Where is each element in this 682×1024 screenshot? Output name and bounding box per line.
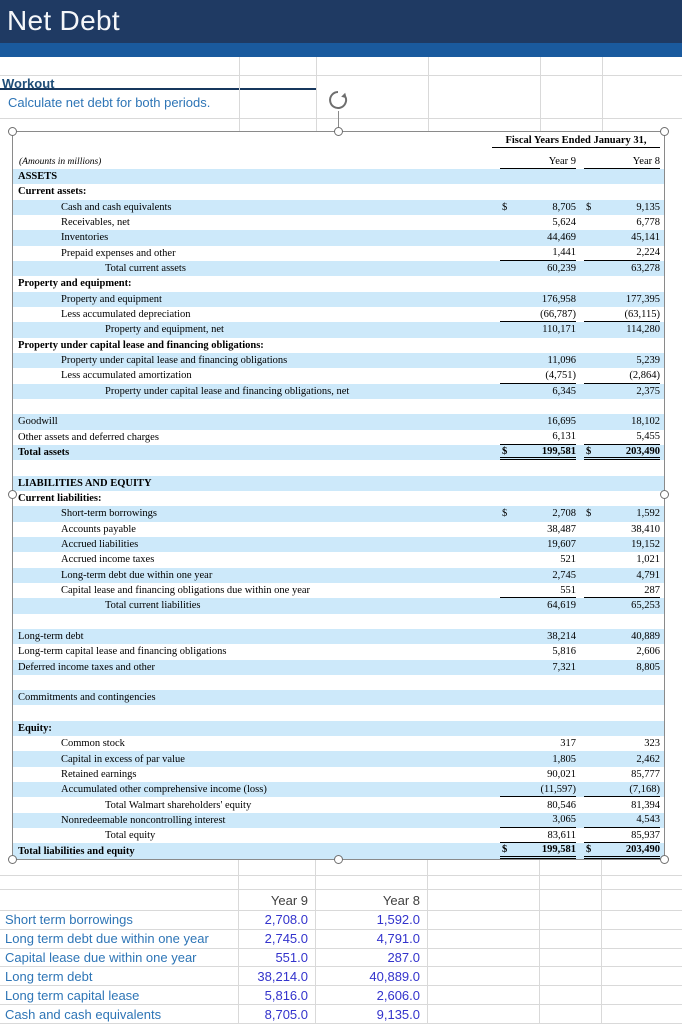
statement-value-y8: $ 203,490 [584, 445, 660, 460]
gridline [316, 57, 317, 131]
statement-item-row [13, 568, 664, 583]
statement-value-y9: 83,611 [500, 828, 576, 843]
statement-value-y8: 4,543 [584, 813, 660, 828]
empty-cell[interactable] [540, 1005, 602, 1024]
statement-value-y8: 19,152 [631, 539, 660, 551]
selection-handle-bottom-right[interactable] [660, 855, 669, 864]
statement-row-label: Less accumulated amortization [61, 370, 192, 382]
statement-row-label: Accumulated other comprehensive income (loss) [61, 784, 267, 796]
selection-handle-bottom-left[interactable] [8, 855, 17, 864]
empty-cell[interactable] [540, 967, 602, 986]
statement-value-y8: 45,141 [631, 232, 660, 244]
statement-row-label: Long-term debt due within one year [61, 569, 213, 581]
statement-row-label: Commitments and contingencies [18, 692, 156, 704]
statement-row-label: Total current assets [105, 263, 186, 275]
empty-cell[interactable] [316, 860, 428, 876]
empty-cell[interactable] [602, 986, 682, 1005]
statement-value-y9: 90,021 [547, 768, 576, 780]
statement-item-row [13, 246, 664, 261]
statement-value-y9: 2,745 [552, 569, 576, 581]
statement-row-label: ASSETS [18, 171, 58, 183]
statement-value-y8: (7,168) [584, 782, 660, 797]
statement-value-y8: 85,937 [584, 828, 660, 843]
statement-item-row [13, 368, 664, 383]
empty-cell[interactable] [602, 1005, 682, 1024]
statement-item-row [13, 414, 664, 429]
empty-cell[interactable] [316, 876, 428, 890]
statement-item-row [13, 230, 664, 245]
statement-value-y8: 63,278 [631, 263, 660, 275]
workout-value-year9[interactable]: 2,708.0 [239, 911, 316, 930]
statement-item-row [13, 552, 664, 567]
statement-value-y9: 38,214 [547, 631, 576, 642]
statement-item-row [13, 629, 664, 644]
balance-sheet-image[interactable] [12, 131, 665, 860]
statement-row-label: Total current liabilities [105, 600, 201, 612]
statement-blank-row [13, 399, 664, 414]
selection-handle-mid-right[interactable] [660, 490, 669, 499]
workout-heading-cell[interactable]: Workout [2, 76, 55, 91]
empty-cell[interactable] [540, 930, 602, 949]
statement-item-row [13, 598, 664, 613]
empty-cell[interactable] [540, 949, 602, 968]
statement-item-row [13, 660, 664, 675]
statement-value-y8: 5,455 [584, 430, 660, 445]
statement-row-label: Inventories [61, 232, 109, 244]
statement-section-row [13, 184, 664, 199]
statement-item-row [13, 215, 664, 230]
statement-row-label: Retained earnings [61, 768, 137, 780]
statement-value-y9: 551 [500, 583, 576, 598]
statement-value-y8: 18,102 [631, 416, 660, 428]
empty-cell[interactable] [540, 890, 602, 911]
statement-value-y8: 2,224 [584, 246, 660, 261]
workout-value-year9[interactable]: 38,214.0 [239, 967, 316, 986]
sheet-title-bar [0, 0, 682, 43]
statement-item-row [13, 782, 664, 797]
statement-item-row [13, 353, 664, 368]
statement-row-label: Accrued liabilities [61, 539, 139, 551]
statement-value-y9: 80,546 [547, 799, 576, 811]
statement-row-label: LIABILITIES AND EQUITY [18, 477, 152, 489]
statement-row-label: Short-term borrowings [61, 508, 157, 520]
empty-cell[interactable] [540, 911, 602, 930]
workout-col-header-year9[interactable]: Year 9 [239, 890, 316, 911]
statement-value-y9: 5,624 [552, 217, 576, 229]
gridline [0, 75, 682, 76]
empty-cell[interactable] [540, 876, 602, 890]
statement-value-y9: 1,441 [500, 246, 576, 261]
statement-value-y8: 65,253 [631, 600, 660, 612]
statement-value-y9: 64,619 [547, 600, 576, 612]
statement-row-label: Receivables, net [61, 217, 130, 229]
statement-value-y9: 6,345 [552, 385, 576, 397]
selection-handle-top-right[interactable] [660, 127, 669, 136]
empty-cell[interactable] [428, 949, 540, 968]
workout-value-year9[interactable]: 8,705.0 [239, 1005, 316, 1024]
statement-value-y9: 38,487 [547, 523, 576, 535]
statement-blank-row [13, 460, 664, 475]
statement-row-label: Property and equipment, net [105, 324, 224, 336]
statement-value-y8: 81,394 [631, 799, 660, 811]
empty-cell[interactable] [0, 860, 239, 876]
workout-col-header-year8[interactable]: Year 8 [316, 890, 428, 911]
empty-cell[interactable] [428, 930, 540, 949]
gridline [428, 57, 429, 131]
workout-row-label[interactable]: Short term borrowings [0, 911, 239, 930]
statement-row-label: Total assets [18, 447, 70, 459]
statement-row-label: Long-term debt [18, 631, 84, 642]
statement-value-y9: 5,816 [552, 646, 576, 658]
statement-row-label: Accounts payable [61, 523, 136, 535]
statement-item-row [13, 445, 664, 460]
statement-blank-row [13, 705, 664, 720]
statement-value-y8: 5,239 [636, 355, 660, 367]
statement-item-row [13, 384, 664, 399]
statement-value-y9: 521 [560, 554, 576, 566]
statement-row-label: Accrued income taxes [61, 554, 155, 566]
statement-row-label: Common stock [61, 738, 125, 750]
statement-row-label: Current liabilities: [18, 493, 102, 505]
statement-value-y9: 6,131 [500, 430, 576, 445]
statement-value-y9: 176,958 [541, 293, 576, 305]
statement-value-y9: 11,096 [547, 355, 576, 367]
statement-value-y8: 40,889 [631, 631, 660, 642]
empty-cell[interactable] [540, 986, 602, 1005]
workout-value-year8[interactable]: 1,592.0 [316, 911, 428, 930]
statement-item-row [13, 200, 664, 215]
empty-cell[interactable] [428, 911, 540, 930]
statement-row-label: Long-term capital lease and financing obligations [18, 646, 227, 658]
statement-row-label: Deferred income taxes and other [18, 661, 156, 673]
statement-value-y9: 110,171 [542, 324, 576, 336]
statement-row-label: Cash and cash equivalents [61, 201, 172, 213]
workout-value-year9[interactable]: 2,745.0 [239, 930, 316, 949]
empty-cell[interactable] [602, 860, 682, 876]
statement-row-label: Nonredeemable noncontrolling interest [61, 814, 226, 826]
statement-item-row [13, 797, 664, 812]
empty-cell[interactable] [0, 876, 239, 890]
empty-cell[interactable] [239, 860, 316, 876]
statement-value-y9: 3,065 [500, 813, 576, 828]
empty-cell[interactable] [428, 860, 540, 876]
statement-value-y8: 2,606 [636, 646, 660, 658]
statement-item-row [13, 644, 664, 659]
statement-row-label: Current assets: [18, 186, 87, 198]
statement-value-y9: 1,805 [552, 753, 576, 765]
statement-value-y8: 114,280 [626, 324, 660, 336]
workout-row-label[interactable]: Long term debt due within one year [0, 930, 239, 949]
statement-item-row [13, 322, 664, 337]
amounts-in-millions-note: (Amounts in millions) [19, 157, 102, 167]
statement-value-y8: 177,395 [625, 293, 660, 305]
statement-value-y9: (66,787) [500, 307, 576, 322]
statement-header [13, 132, 664, 169]
statement-row-label: Other assets and deferred charges [18, 431, 159, 443]
statement-item-row [13, 690, 664, 705]
statement-value-y8: 85,777 [631, 768, 660, 780]
empty-cell[interactable] [428, 876, 540, 890]
statement-value-y9: $ 2,708 [502, 508, 576, 520]
statement-value-y8: 323 [644, 738, 660, 750]
statement-value-y8: 2,462 [636, 753, 660, 765]
workout-value-year8[interactable]: 40,889.0 [316, 967, 428, 986]
fiscal-period-header: Fiscal Years Ended January 31, [492, 135, 660, 148]
statement-value-y8: 1,021 [636, 554, 660, 566]
gridline [239, 57, 240, 131]
workout-value-year8[interactable]: 9,135.0 [316, 1005, 428, 1024]
statement-blank-row [13, 614, 664, 629]
workout-value-year9[interactable]: 5,816.0 [239, 986, 316, 1005]
statement-section-row [13, 491, 664, 506]
selection-handle-top-left[interactable] [8, 127, 17, 136]
empty-cell[interactable] [540, 860, 602, 876]
gridline [540, 57, 541, 131]
workout-row-label[interactable]: Long term capital lease [0, 986, 239, 1005]
empty-cell[interactable] [602, 930, 682, 949]
statement-value-y8: (2,864) [584, 368, 660, 383]
statement-item-row [13, 307, 664, 322]
statement-row-label: Prepaid expenses and other [61, 247, 176, 259]
empty-cell[interactable] [239, 876, 316, 890]
workout-table [0, 860, 682, 1024]
statement-rows [13, 169, 664, 859]
statement-value-y8: 8,805 [636, 661, 660, 673]
statement-value-y9: 60,239 [547, 263, 576, 275]
statement-item-row [13, 813, 664, 828]
empty-cell[interactable] [602, 890, 682, 911]
statement-col-header-year8: Year 8 [584, 156, 660, 169]
statement-row-label: Goodwill [18, 416, 58, 428]
statement-section-row [13, 169, 664, 184]
statement-value-y9: $ 199,581 [500, 843, 576, 858]
workout-row-label[interactable]: Capital lease due within one year [0, 949, 239, 968]
selection-handle-bottom-center[interactable] [334, 855, 343, 864]
statement-item-row [13, 583, 664, 598]
statement-row-label: Less accumulated depreciation [61, 309, 191, 321]
statement-row-label: Total Walmart shareholders' equity [105, 799, 252, 811]
statement-row-label: Property and equipment: [18, 278, 132, 290]
statement-row-label: Equity: [18, 722, 52, 734]
empty-cell[interactable] [428, 967, 540, 986]
statement-value-y9: 7,321 [552, 661, 576, 673]
statement-section-row [13, 276, 664, 291]
statement-row-label: Capital in excess of par value [61, 753, 185, 765]
statement-row-label: Property under capital lease and financing obligations, net [105, 385, 350, 397]
statement-value-y8: 4,791 [636, 569, 660, 581]
gridline [602, 57, 603, 131]
statement-item-row [13, 767, 664, 782]
statement-value-y9: 16,695 [547, 416, 576, 428]
empty-cell[interactable] [602, 911, 682, 930]
empty-cell[interactable] [428, 890, 540, 911]
workout-row-label[interactable]: Cash and cash equivalents [0, 1005, 239, 1024]
statement-item-row [13, 537, 664, 552]
empty-cell[interactable] [428, 986, 540, 1005]
statement-value-y9: (4,751) [500, 368, 576, 383]
statement-blank-row [13, 675, 664, 690]
statement-col-header-year9: Year 9 [500, 156, 576, 169]
statement-value-y8: $ 1,592 [586, 508, 660, 520]
workout-instruction-cell[interactable]: Calculate net debt for both periods. [8, 95, 211, 110]
statement-section-row [13, 338, 664, 353]
empty-cell[interactable] [602, 949, 682, 968]
selection-handle-top-center[interactable] [334, 127, 343, 136]
statement-row-label: Total equity [105, 830, 156, 842]
empty-cell[interactable] [602, 967, 682, 986]
rotate-icon[interactable] [327, 89, 349, 111]
statement-value-y8: 6,778 [636, 217, 660, 229]
gridline [0, 118, 682, 119]
statement-row-label: Property and equipment [61, 293, 162, 305]
statement-item-row [13, 261, 664, 276]
statement-item-row [13, 506, 664, 521]
selection-handle-mid-left[interactable] [8, 490, 17, 499]
statement-value-y9: 317 [560, 738, 576, 750]
page-title: Net Debt [7, 5, 120, 36]
statement-row-label: Total liabilities and equity [18, 845, 135, 857]
statement-value-y9: 44,469 [547, 232, 576, 244]
statement-row-label: Property under capital lease and financing obligations: [18, 339, 264, 351]
statement-section-row [13, 721, 664, 736]
statement-item-row [13, 736, 664, 751]
statement-value-y9: $ 199,581 [500, 445, 576, 460]
workout-row-label[interactable]: Long term debt [0, 967, 239, 986]
statement-value-y8: (63,115) [584, 307, 660, 322]
workout-value-year8[interactable]: 4,791.0 [316, 930, 428, 949]
statement-section-row [13, 476, 664, 491]
statement-value-y9: $ 8,705 [502, 201, 576, 213]
workout-value-year9[interactable]: 551.0 [239, 949, 316, 968]
statement-value-y9: (11,597) [500, 782, 576, 797]
statement-value-y8: 2,375 [636, 385, 660, 397]
workout-value-year8[interactable]: 2,606.0 [316, 986, 428, 1005]
empty-cell[interactable] [602, 876, 682, 890]
statement-item-row [13, 292, 664, 307]
accent-strip [0, 43, 682, 57]
statement-value-y8: $ 9,135 [586, 201, 660, 213]
empty-cell[interactable] [428, 1005, 540, 1024]
statement-row-label: Capital lease and financing obligations due within one year [61, 585, 311, 597]
statement-value-y8: 38,410 [631, 523, 660, 535]
empty-cell[interactable] [0, 890, 239, 911]
statement-row-label: Property under capital lease and financing obligations [61, 355, 288, 367]
workout-value-year8[interactable]: 287.0 [316, 949, 428, 968]
statement-item-row [13, 751, 664, 766]
statement-value-y8: $ 203,490 [584, 843, 660, 858]
statement-item-row [13, 522, 664, 537]
statement-value-y8: 287 [584, 583, 660, 598]
statement-value-y9: 19,607 [547, 539, 576, 551]
rotation-handle-stem [338, 111, 339, 128]
